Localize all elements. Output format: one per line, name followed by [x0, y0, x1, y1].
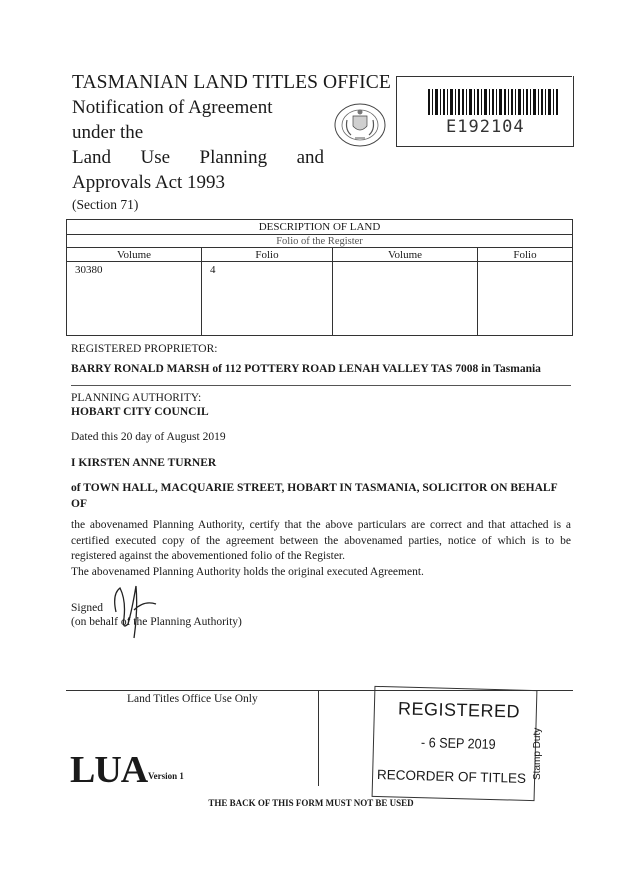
- barcode-icon: [428, 89, 558, 115]
- certification-text: the abovenamed Planning Authority, certify that the above particulars are correct and that attached is a certified executed copy of the agreement between the abovenamed parties, notice of which is to be registered against the abovementioned folio of the Register.: [71, 519, 571, 562]
- registered-proprietor-value: BARRY RONALD MARSH of 112 POTTERY ROAD LENAH VALLEY TAS 7008 in Tasmania: [71, 363, 541, 375]
- signatory-name: I KIRSTEN ANNE TURNER: [71, 457, 217, 469]
- title-word: Use: [140, 147, 171, 168]
- folio-cell-2: [478, 262, 573, 336]
- holds-statement: The abovenamed Planning Authority holds the original executed Agreement.: [71, 566, 424, 578]
- planning-authority-value: HOBART CITY COUNCIL: [71, 406, 209, 418]
- volume-cell-2: [333, 262, 478, 336]
- title-word: Planning: [199, 147, 268, 168]
- stamp-duty-label: Stamp Duty: [532, 727, 543, 780]
- signatory-address: of TOWN HALL, MACQUARIE STREET, HOBART IN TASMANIA, SOLICITOR ON BEHALF OF: [71, 482, 558, 510]
- office-use-vertical-divider: [318, 690, 319, 786]
- document-number: E192104: [446, 117, 525, 137]
- planning-authority-label: PLANNING AUTHORITY:: [71, 392, 202, 404]
- recorder-of-titles-seal-icon: [333, 102, 387, 148]
- on-behalf-label: (on behalf of the Planning Authority): [71, 616, 242, 628]
- stamp-title: REGISTERED: [397, 698, 521, 722]
- column-header-folio: Folio: [202, 248, 333, 262]
- stamp-recorder: RECORDER OF TITLES: [376, 767, 527, 786]
- divider: [71, 385, 571, 386]
- footer-note: THE BACK OF THIS FORM MUST NOT BE USED: [208, 798, 414, 808]
- folio-cell: 4: [202, 262, 333, 336]
- form-title-line-3: [72, 145, 324, 170]
- office-use-label: Land Titles Office Use Only: [127, 693, 258, 705]
- form-title-line-1: Notification of Agreement: [72, 97, 273, 118]
- form-title-line-2: under the: [72, 122, 144, 143]
- column-header-folio-2: Folio: [478, 248, 573, 262]
- signed-label: Signed: [71, 602, 103, 614]
- volume-cell: 30380: [67, 262, 202, 336]
- form-version: Version 1: [148, 771, 184, 781]
- stamp-date: - 6 SEP 2019: [420, 734, 496, 752]
- form-code: LUA: [70, 749, 148, 791]
- description-of-land-table: [66, 219, 573, 336]
- dated-line: Dated this 20 day of August 2019: [71, 431, 226, 443]
- column-header-volume: Volume: [67, 248, 202, 262]
- handwritten-signature: [110, 580, 160, 640]
- title-word: Land: [72, 147, 112, 168]
- office-title: TASMANIAN LAND TITLES OFFICE: [72, 72, 391, 93]
- table-subtitle: Folio of the Register: [67, 235, 573, 248]
- section-reference: (Section 71): [72, 197, 139, 212]
- form-title-line-4: Approvals Act 1993: [72, 172, 226, 193]
- title-word: and: [296, 147, 325, 168]
- table-title: DESCRIPTION OF LAND: [67, 220, 573, 235]
- column-header-volume-2: Volume: [333, 248, 478, 262]
- registered-proprietor-label: REGISTERED PROPRIETOR:: [71, 343, 218, 355]
